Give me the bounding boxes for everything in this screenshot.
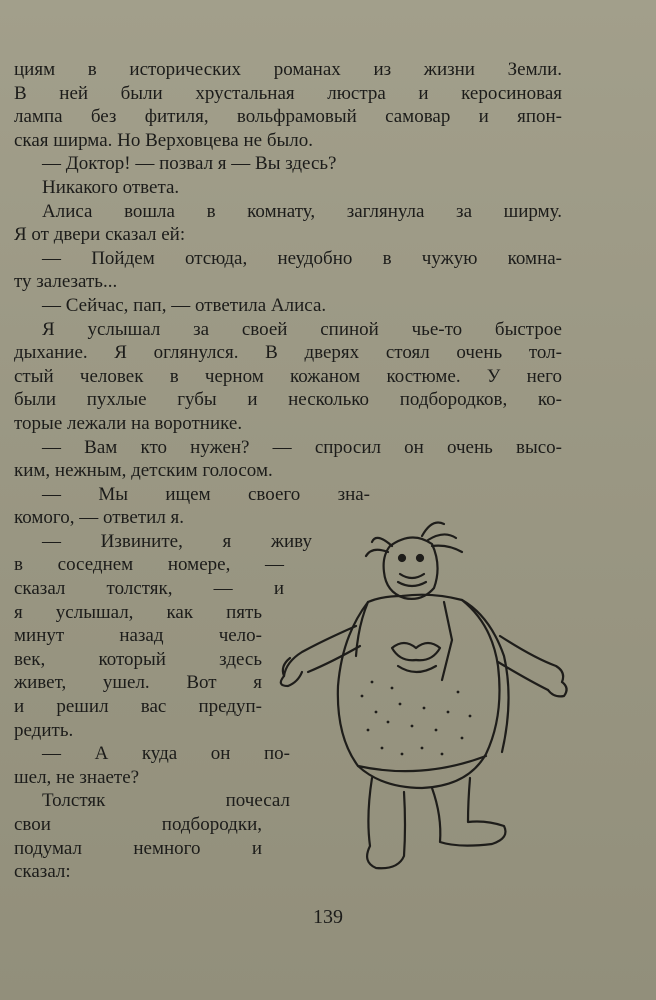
fat-man-illustration (272, 516, 572, 896)
page-number: 139 (313, 906, 343, 928)
text-line: — Доктор! — позвал я — Вы здесь? (42, 153, 337, 175)
text-line: в соседнем номере, — (14, 554, 284, 576)
text-line: Я услышал за своей спиной чье-то быстрое (42, 318, 562, 340)
text-line: Я от двери сказал ей: (14, 224, 186, 246)
text-line: — Пойдем отсюда, неудобно в чужую комна- (42, 247, 562, 269)
text-line: и решил вас предуп- (14, 696, 262, 718)
text-line: век, который здесь (14, 648, 262, 670)
text-line: ту залезать... (14, 271, 118, 293)
text-line: ким, нежным, детским голосом. (14, 460, 273, 482)
text-line: — Вам кто нужен? — спросил он очень высо- (42, 436, 562, 458)
text-line: В ней были хрустальная люстра и керосиновая (14, 82, 562, 104)
text-line: Толстяк почесал (42, 790, 290, 812)
text-line: живет, ушел. Вот я (14, 672, 262, 694)
text-line: сказал: (14, 861, 71, 883)
text-line: дыхание. Я оглянулся. В дверях стоял очень тол- (14, 342, 562, 364)
text-line: подумал немного и (14, 837, 262, 859)
text-line: торые лежали на воротнике. (14, 412, 243, 434)
text-line: — Сейчас, пап, — ответила Алиса. (42, 294, 327, 316)
text-line: — Мы ищем своего зна- (42, 483, 370, 505)
text-line: шел, не знаете? (14, 766, 140, 788)
text-line: Никакого ответа. (42, 176, 180, 198)
text-line: редить. (14, 719, 74, 741)
text-line: — Извините, я живу (42, 530, 312, 552)
text-line: сказал толстяк, — и (14, 578, 284, 600)
text-line: — А куда он по- (42, 743, 290, 765)
text-line: были пухлые губы и несколько подбородков, ко- (14, 389, 562, 411)
text-line: стый человек в черном кожаном костюме. У него (14, 365, 562, 387)
text-line: ская ширма. Но Верховцева не было. (14, 129, 313, 151)
text-line: минут назад чело- (14, 625, 262, 647)
text-line: лампа без фитиля, вольфрамовый самовар и япон- (14, 106, 562, 128)
text-line: комого, — ответил я. (14, 507, 185, 529)
text-line: свои подбородки, (14, 814, 262, 835)
text-line: Алиса вошла в комнату, заглянула за ширму. (42, 200, 562, 222)
text-line: циям в исторических романах из жизни Земли. (14, 59, 562, 80)
text-line: я услышал, как пять (14, 601, 262, 623)
